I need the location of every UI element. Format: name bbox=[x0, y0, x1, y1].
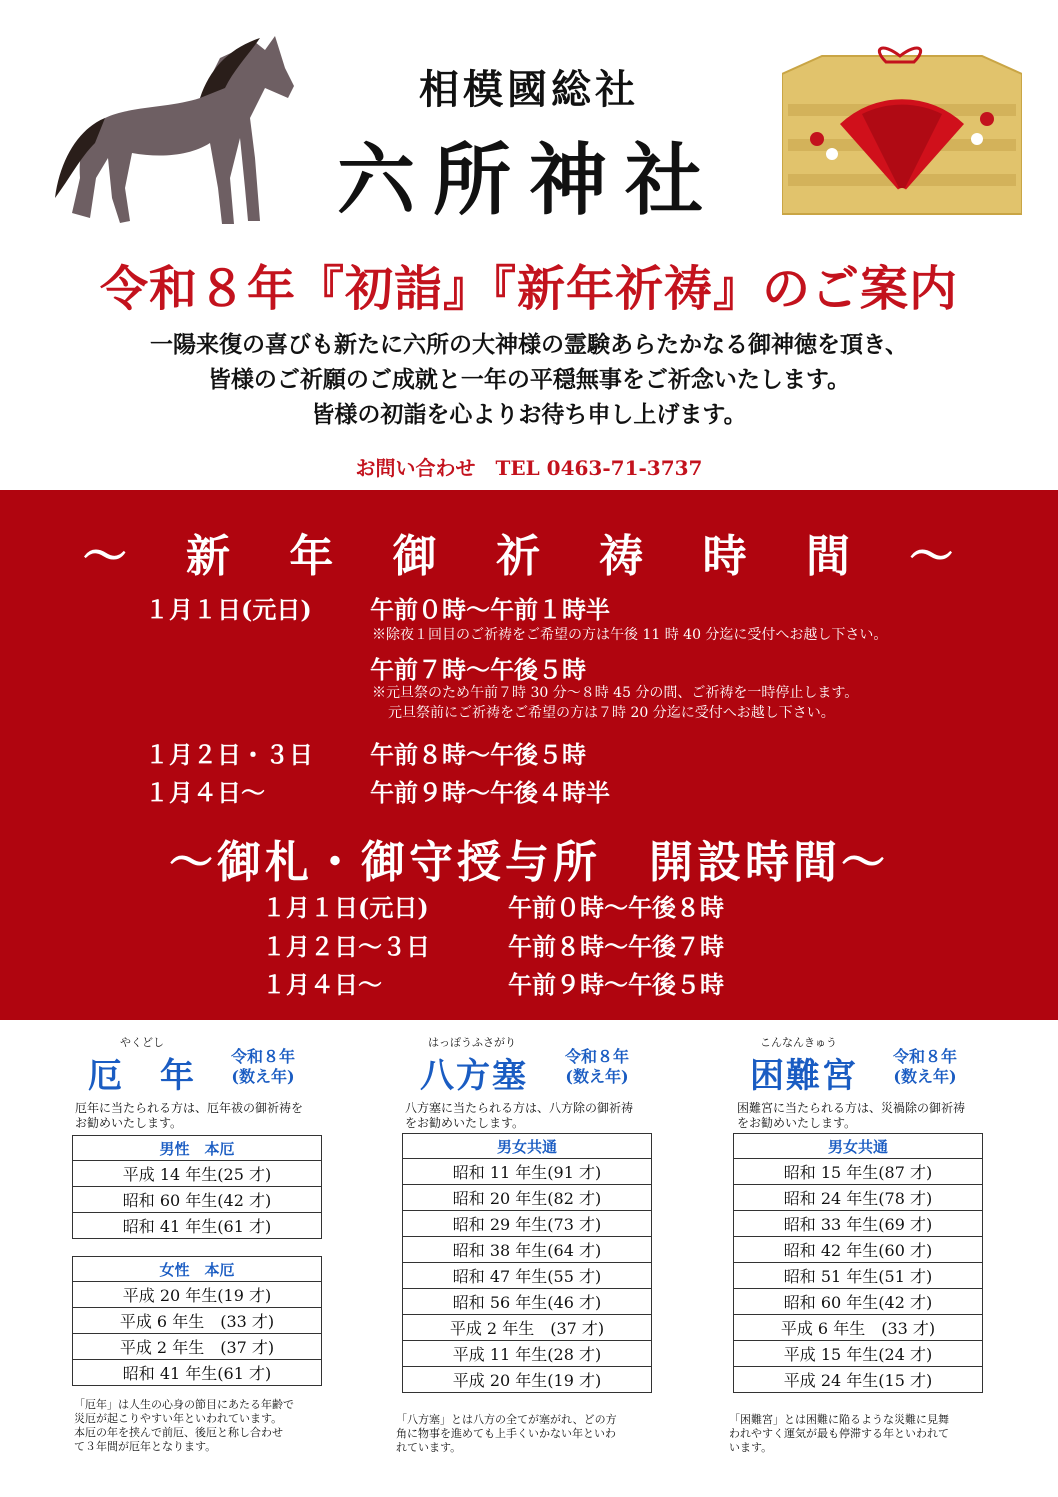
column-year-note: (数え年) bbox=[231, 1067, 295, 1086]
table-row: 平成 6 年生 (33 才) bbox=[73, 1308, 322, 1334]
table-row: 昭和 24 年生(78 才) bbox=[734, 1185, 983, 1211]
age-table-female bbox=[72, 1256, 322, 1386]
table-row: 昭和 41 年生(61 才) bbox=[73, 1213, 322, 1239]
column-title: 困難宮 bbox=[750, 1056, 858, 1096]
table-row: 平成 2 年生 (37 才) bbox=[73, 1334, 322, 1360]
office-date: １月２日〜３日 bbox=[262, 932, 430, 961]
column-desc-line: をお勧めいたします。 bbox=[405, 1116, 525, 1130]
age-table-male bbox=[72, 1135, 322, 1239]
column-desc-line: 困難宮に当たられる方は、災禍除の御祈祷 bbox=[737, 1101, 966, 1115]
column-desc bbox=[737, 1101, 965, 1131]
office-date: １月１日(元日) bbox=[262, 893, 429, 922]
office-hours-title: 〜御札・御守授与所 開設時間〜 bbox=[169, 837, 889, 888]
table-row: 平成 2 年生 (37 才) bbox=[403, 1315, 652, 1341]
prayer-time: 午前８時〜午後５時 bbox=[370, 740, 586, 769]
footnote-line: います。 bbox=[729, 1441, 773, 1454]
table-row: 昭和 38 年生(64 才) bbox=[403, 1237, 652, 1263]
table-header: 男性 本厄 bbox=[73, 1136, 322, 1161]
column-footnote bbox=[74, 1398, 294, 1454]
column-year bbox=[880, 1047, 970, 1087]
intro-line: 皆様の初詣を心よりお待ち申し上げます。 bbox=[311, 402, 747, 428]
table-row: 昭和 47 年生(55 才) bbox=[403, 1263, 652, 1289]
prayer-time: 午前０時〜午前１時半 bbox=[370, 595, 610, 624]
column-desc-line: お勧めいたします。 bbox=[75, 1116, 183, 1130]
office-time: 午前０時〜午後８時 bbox=[508, 893, 724, 922]
table-row: 昭和 29 年生(73 才) bbox=[403, 1211, 652, 1237]
table-header: 男女共通 bbox=[403, 1134, 652, 1159]
table-row: 平成 20 年生(19 才) bbox=[73, 1282, 322, 1308]
footnote-line: れています。 bbox=[396, 1441, 462, 1454]
headline: 令和８年『初詣』『新年祈祷』のご案内 bbox=[99, 261, 958, 317]
table-row: 平成 24 年生(15 才) bbox=[734, 1367, 983, 1393]
column-desc-line: 八方塞に当たられる方は、八方除の御祈祷 bbox=[405, 1101, 634, 1115]
table-row: 昭和 51 年生(51 才) bbox=[734, 1263, 983, 1289]
column-year-label: 令和８年 bbox=[892, 1047, 957, 1066]
prayer-date: １月１日(元日) bbox=[145, 595, 312, 624]
shrine-subtitle: 相模國総社 bbox=[419, 67, 639, 113]
office-time: 午前８時〜午後７時 bbox=[508, 932, 724, 961]
column-desc-line: 厄年に当たられる方は、厄年祓の御祈祷を bbox=[75, 1101, 304, 1115]
column-year bbox=[552, 1047, 642, 1087]
intro-line: 一陽来復の喜びも新たに六所の大神様の霊験あらたかなる御神徳を頂き、 bbox=[149, 332, 909, 358]
ruby-text: やくどし bbox=[120, 1036, 164, 1049]
shrine-name: 六所神社 bbox=[336, 135, 721, 226]
table-header: 女性 本厄 bbox=[73, 1257, 322, 1282]
column-year-label: 令和８年 bbox=[564, 1047, 629, 1066]
footnote-line: 「厄年」は人生の心身の節目にあたる年齢で bbox=[74, 1398, 294, 1411]
footnote-line: て３年間が厄年となります。 bbox=[74, 1440, 217, 1453]
prayer-date: １月４日〜 bbox=[145, 778, 265, 807]
column-desc bbox=[75, 1101, 303, 1131]
age-table bbox=[402, 1133, 652, 1393]
table-row: 平成 11 年生(28 才) bbox=[403, 1341, 652, 1367]
intro-line: 皆様のご祈願のご成就と一年の平穏無事をご祈念いたします。 bbox=[207, 367, 851, 393]
column-footnote bbox=[396, 1413, 617, 1455]
contact-phone: お問い合わせ TEL 0463-71-3737 bbox=[355, 456, 703, 480]
footnote-line: 本厄の年を挟んで前厄、後厄と称し合わせ bbox=[74, 1426, 283, 1439]
table-row: 平成 20 年生(19 才) bbox=[403, 1367, 652, 1393]
prayer-time: 午前７時〜午後５時 bbox=[370, 655, 586, 684]
ruby-text: はっぽうふさがり bbox=[428, 1036, 516, 1049]
footnote-line: 「困難宮」とは困難に陥るような災難に見舞 bbox=[729, 1413, 949, 1426]
table-row: 昭和 60 年生(42 才) bbox=[73, 1187, 322, 1213]
table-row: 昭和 56 年生(46 才) bbox=[403, 1289, 652, 1315]
table-row: 昭和 60 年生(42 才) bbox=[734, 1289, 983, 1315]
table-row: 昭和 42 年生(60 才) bbox=[734, 1237, 983, 1263]
prayer-time: 午前９時〜午後４時半 bbox=[370, 778, 610, 807]
prayer-hours-title: 〜 新 年 御 祈 祷 時 間 〜 bbox=[82, 531, 976, 582]
column-year-label: 令和８年 bbox=[230, 1047, 295, 1066]
table-row: 昭和 33 年生(69 才) bbox=[734, 1211, 983, 1237]
prayer-date: １月２日・３日 bbox=[145, 740, 313, 769]
office-date: １月４日〜 bbox=[262, 970, 382, 999]
column-year bbox=[218, 1047, 308, 1087]
column-desc-line: をお勧めいたします。 bbox=[737, 1116, 857, 1130]
footnote-line: 災厄が起こりやすい年といわれています。 bbox=[74, 1412, 283, 1425]
footnote-line: われやすく運気が最も停滞する年といわれて bbox=[729, 1427, 949, 1440]
table-row: 平成 14 年生(25 才) bbox=[73, 1161, 322, 1187]
table-row: 昭和 41 年生(61 才) bbox=[73, 1360, 322, 1386]
prayer-note: ※除夜１回目のご祈祷をご希望の方は午後 11 時 40 分迄に受付へお越し下さい。 bbox=[372, 627, 888, 643]
footnote-line: 角に物事を進めても上手くいかない年といわ bbox=[396, 1427, 616, 1440]
column-footnote bbox=[729, 1413, 949, 1455]
column-year-note: (数え年) bbox=[893, 1067, 957, 1086]
prayer-note: ※元旦祭のため午前７時 30 分〜８時 45 分の間、ご祈祷を一時停止します。 bbox=[372, 685, 859, 701]
column-year-note: (数え年) bbox=[565, 1067, 629, 1086]
table-row: 昭和 11 年生(91 才) bbox=[403, 1159, 652, 1185]
column-title: 八方塞 bbox=[420, 1056, 528, 1096]
intro-text bbox=[0, 328, 1058, 433]
age-table bbox=[733, 1133, 983, 1393]
table-row: 平成 6 年生 (33 才) bbox=[734, 1315, 983, 1341]
column-desc bbox=[405, 1101, 633, 1131]
prayer-note: 元旦祭前にご祈祷をご希望の方は７時 20 分迄に受付へお越し下さい。 bbox=[388, 705, 835, 721]
table-row: 平成 15 年生(24 才) bbox=[734, 1341, 983, 1367]
office-time: 午前９時〜午後５時 bbox=[508, 970, 724, 999]
table-row: 昭和 20 年生(82 才) bbox=[403, 1185, 652, 1211]
table-row: 昭和 15 年生(87 才) bbox=[734, 1159, 983, 1185]
footnote-line: 「八方塞」とは八方の全てが塞がれ、どの方 bbox=[396, 1413, 617, 1426]
table-header: 男女共通 bbox=[734, 1134, 983, 1159]
ruby-text: こんなんきゅう bbox=[760, 1036, 837, 1049]
column-title: 厄 年 bbox=[88, 1056, 196, 1096]
